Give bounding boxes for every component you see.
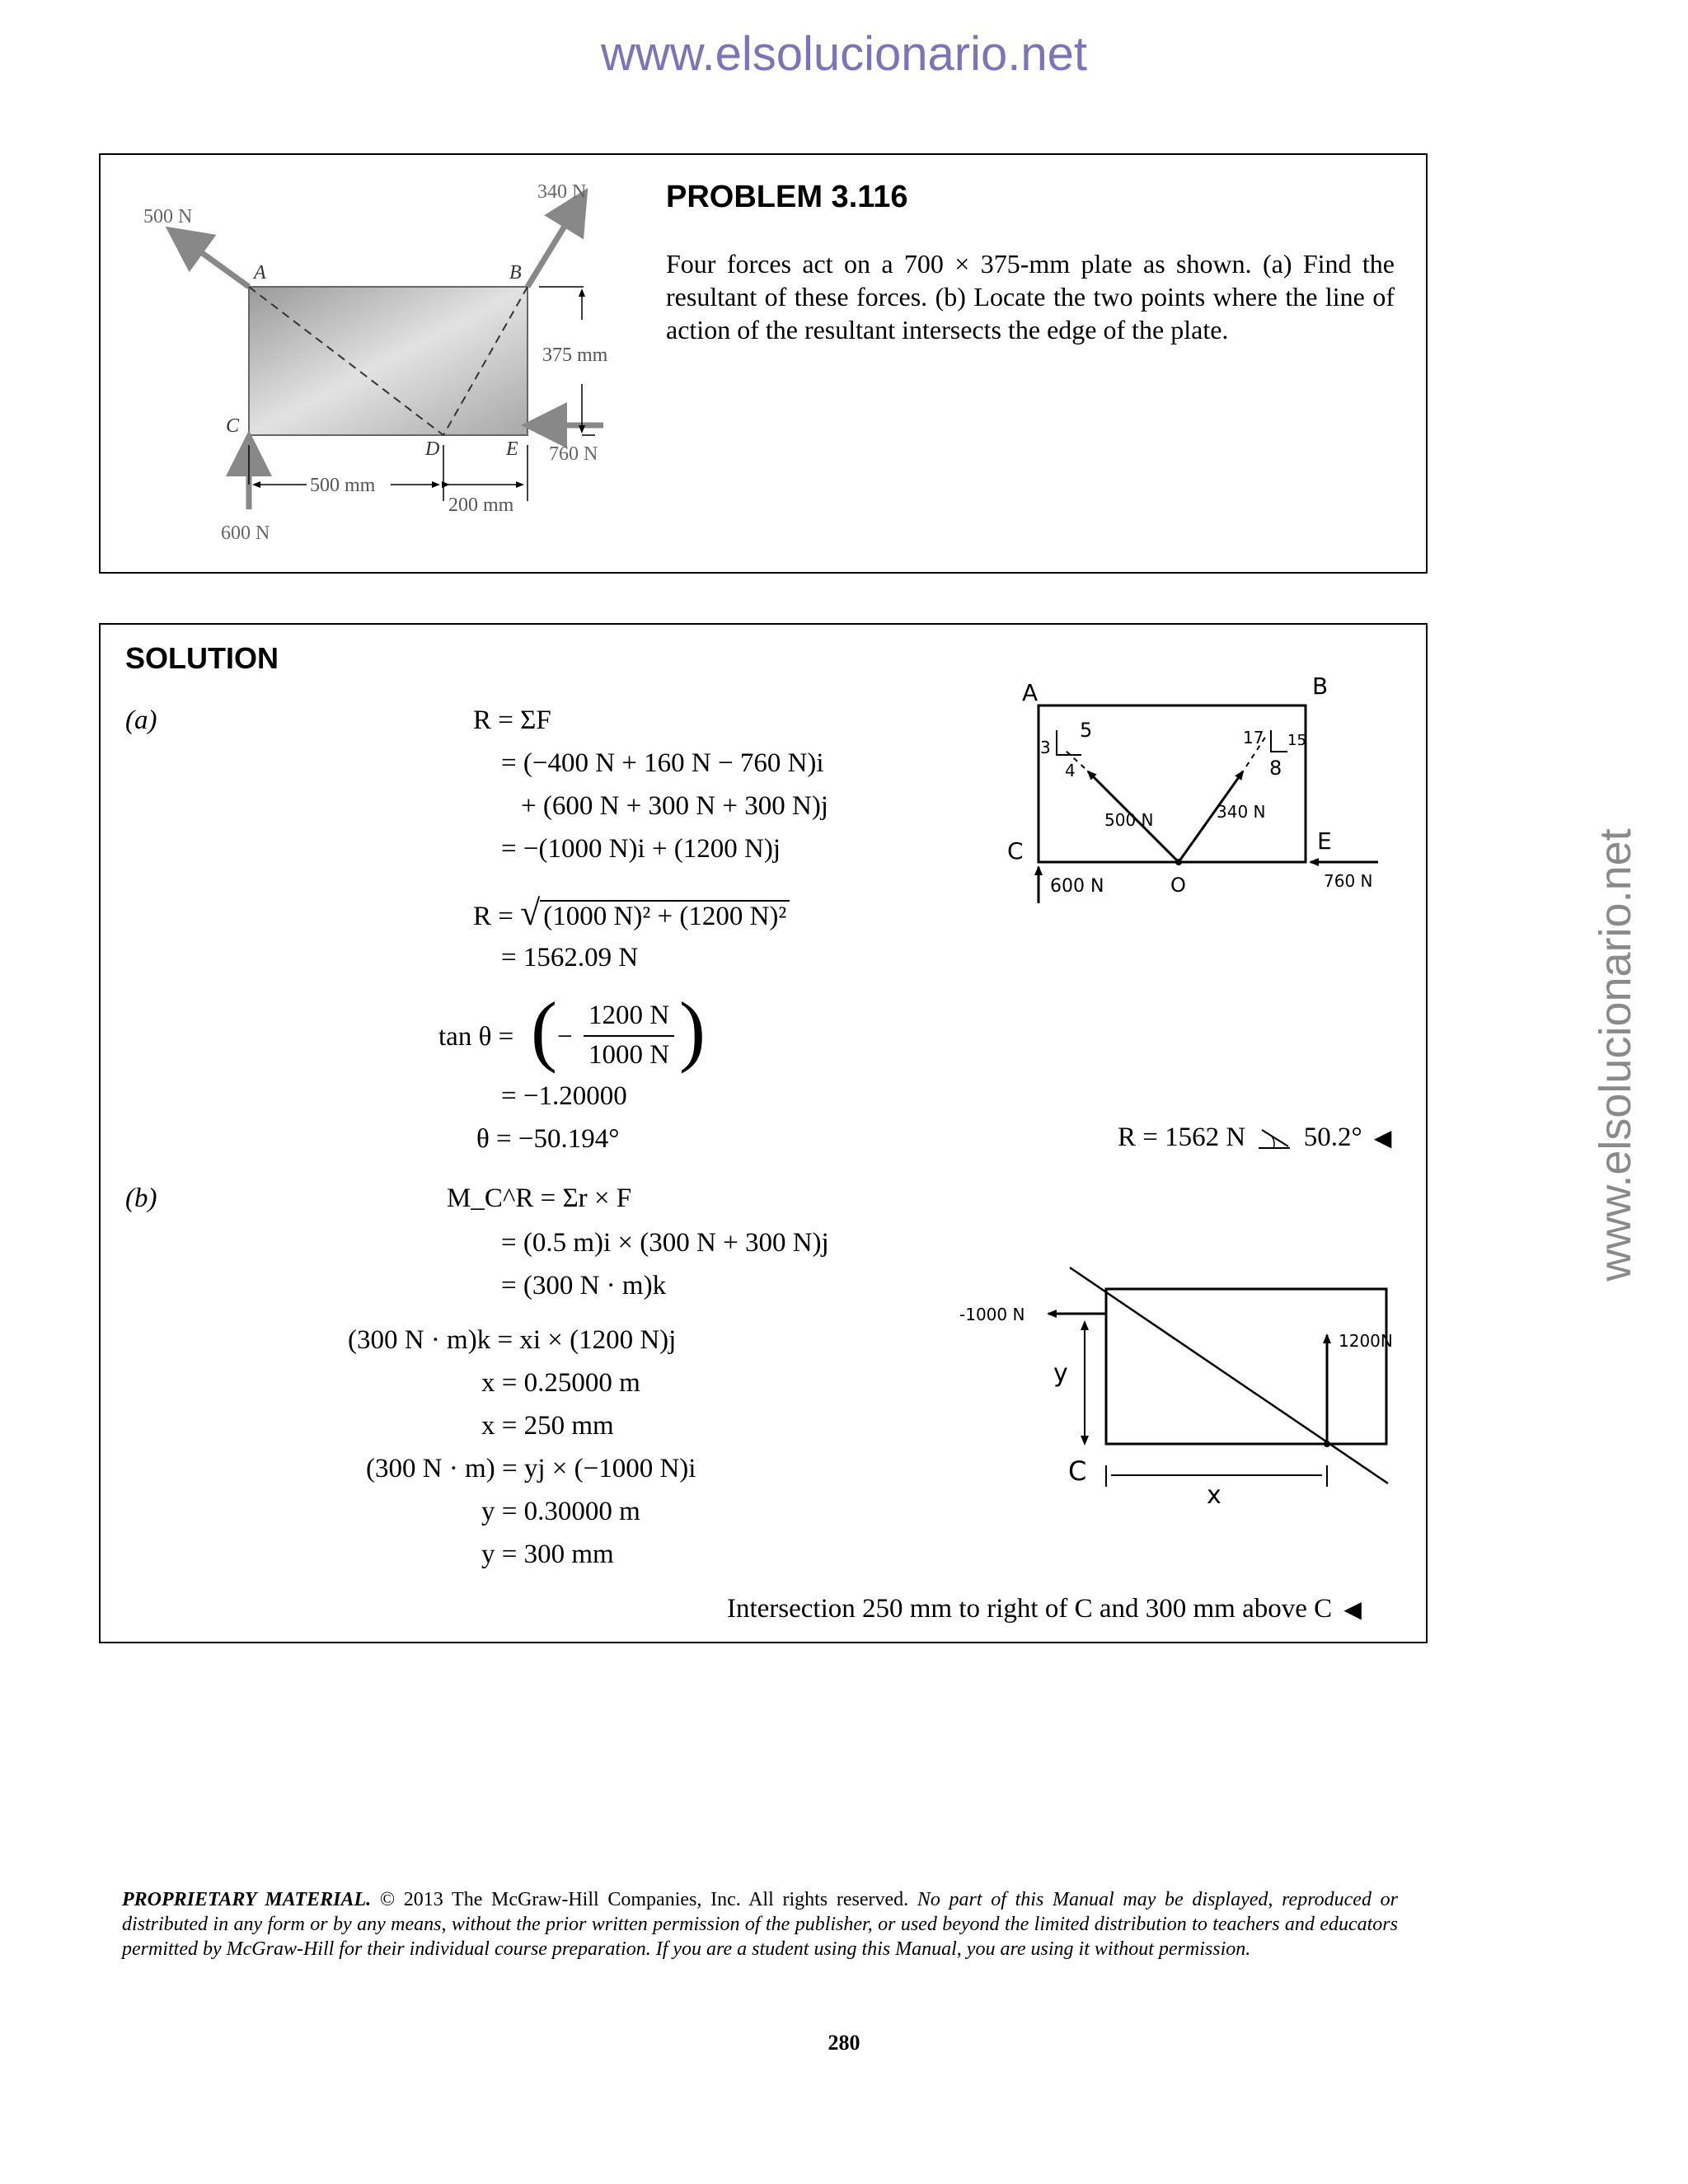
eq-b-2: = (0.5 m)i × (300 N + 300 N)j — [501, 1228, 829, 1258]
sketch-tri1-b: 4 — [1065, 761, 1076, 780]
sketch-label-600n: 600 N — [1050, 876, 1104, 897]
label-760n: 760 N — [549, 443, 598, 465]
eq-a-6: = 1562.09 N — [501, 943, 639, 972]
sketch-forces — [999, 664, 1411, 903]
eq-a-5-radicand: (1000 N)² + (1200 N)² — [540, 900, 790, 931]
sketch2-label-y: y — [1053, 1359, 1068, 1388]
eq-a-5 — [473, 893, 790, 933]
eq-b-7: (300 N · m) = yj × (−1000 N)i — [366, 1454, 696, 1483]
problem-title: PROBLEM 3.116 — [666, 180, 908, 214]
label-600n: 600 N — [221, 523, 270, 544]
problem-box — [99, 153, 1428, 574]
eq-b-8: y = 0.30000 m — [481, 1497, 640, 1526]
sketch2-plate — [1106, 1289, 1386, 1444]
sketch-tri2-b: 8 — [1269, 757, 1282, 780]
label-500mm: 500 mm — [310, 475, 376, 496]
answer-a-angle: 50.2° — [1303, 1122, 1362, 1152]
footer-notice-text: No part of this Manual may be displayed, reproduced or distributed in any form or by any means, without the prior written permission of the publisher, or used beyond the limited distribution to teachers and educators permitted by McGraw-Hill for their individual course preparation. If you are a student using this Manual, you are using it without permission. — [122, 1889, 1398, 1960]
eq-a-4: = −(1000 N)i + (1200 N)j — [501, 834, 781, 864]
sketch-label-o: O — [1170, 874, 1186, 897]
force-arrow-340 — [528, 198, 582, 287]
problem-statement: Four forces act on a 700 × 375-mm plate as shown. (a) Find the resultant of these forces. (b) Locate the two points where the line of action of the resultant intersects the edge of the plate. — [666, 249, 1395, 344]
label-375mm: 375 mm — [542, 344, 608, 366]
label-d: D — [425, 438, 440, 460]
sketch-label-500n: 500 N — [1104, 810, 1154, 830]
eq-b-3: = (300 N · m)k — [501, 1271, 667, 1301]
label-c: C — [226, 415, 240, 437]
sketch-tri2-c: 15 — [1287, 732, 1306, 749]
paren-open: ( — [531, 986, 557, 1074]
watermark-side: www.elsolucionario.net — [1591, 828, 1640, 1282]
sketch2-label-1000n: -1000 N — [959, 1305, 1025, 1324]
solution-title: SOLUTION — [125, 641, 279, 675]
label-a: A — [254, 262, 266, 284]
sqrt-symbol: √ — [520, 893, 541, 933]
page-number: 280 — [828, 2031, 860, 2055]
sketch-tri1-a: 3 — [1040, 738, 1051, 757]
label-340n: 340 N — [537, 181, 587, 203]
sketch2-label-x: x — [1207, 1481, 1221, 1507]
eq-a-7-num: 1200 N — [588, 1001, 670, 1030]
answer-b — [727, 1594, 1362, 1624]
sketch-tri1-c: 5 — [1080, 719, 1093, 742]
eq-a-7-den: 1000 N — [588, 1040, 670, 1070]
eq-b-5: x = 0.25000 m — [481, 1368, 640, 1398]
eq-a-3: + (600 N + 300 N + 300 N)j — [521, 791, 828, 821]
eq-a-2: = (−400 N + 160 N − 760 N)i — [501, 748, 824, 778]
eq-a-8: = −1.20000 — [501, 1081, 627, 1111]
paren-close: ) — [679, 986, 706, 1074]
sketch-plate — [1039, 705, 1306, 862]
part-a-label: (a) — [125, 705, 157, 735]
footer-lead: PROPRIETARY MATERIAL. — [122, 1889, 372, 1910]
answer-a-r: R = 1562 N — [1118, 1122, 1246, 1152]
solution-box — [99, 623, 1428, 1643]
sketch-label-e: E — [1317, 827, 1332, 855]
problem-figure — [101, 155, 645, 567]
sketch-label-b: B — [1312, 673, 1329, 700]
minus-sign: − — [557, 1022, 573, 1052]
answer-b-text: Intersection 250 mm to right of C and 300 mm above C — [727, 1594, 1333, 1624]
sketch-intersection — [950, 1259, 1411, 1507]
sketch2-label-1200n: 1200N — [1339, 1331, 1393, 1351]
eq-b-4: (300 N · m)k = xi × (1200 N)j — [348, 1325, 677, 1355]
angle-direction-icon — [1255, 1127, 1293, 1151]
eq-a-5-lhs: R = — [473, 902, 513, 931]
eq-a-1: R = ΣF — [473, 705, 551, 735]
sketch2-label-c: C — [1068, 1455, 1087, 1487]
eq-b-6: x = 250 mm — [481, 1411, 614, 1441]
sketch-label-760n: 760 N — [1324, 871, 1373, 891]
label-b: B — [509, 262, 522, 284]
watermark-top: www.elsolucionario.net — [601, 27, 1087, 81]
eq-a-7-lhs: tan θ = — [438, 1022, 514, 1052]
sketch-label-c: C — [1007, 837, 1024, 865]
fraction-bar — [584, 1035, 674, 1037]
sketch-label-a: A — [1022, 679, 1039, 706]
eq-b-9: y = 300 mm — [481, 1540, 614, 1569]
sketch2-resultant-line — [1070, 1268, 1388, 1483]
force-arrow-500 — [175, 233, 249, 287]
label-500n: 500 N — [143, 206, 193, 227]
label-200mm: 200 mm — [448, 494, 514, 516]
answer-marker-icon: ◀ — [1373, 1126, 1392, 1151]
sketch-tri2-a: 17 — [1243, 728, 1264, 748]
footer-notice — [122, 1887, 1398, 1961]
part-b-label: (b) — [125, 1183, 157, 1213]
eq-b-1: M_C^R = Σr × F — [447, 1183, 632, 1213]
answer-a — [1118, 1122, 1391, 1153]
eq-a-9: θ = −50.194° — [476, 1124, 620, 1154]
sketch-label-340n: 340 N — [1217, 802, 1266, 822]
answer-marker-icon: ◀ — [1343, 1597, 1362, 1623]
label-e: E — [506, 438, 518, 460]
footer-copyright: © 2013 The McGraw-Hill Companies, Inc. All rights reserved. — [379, 1889, 909, 1910]
